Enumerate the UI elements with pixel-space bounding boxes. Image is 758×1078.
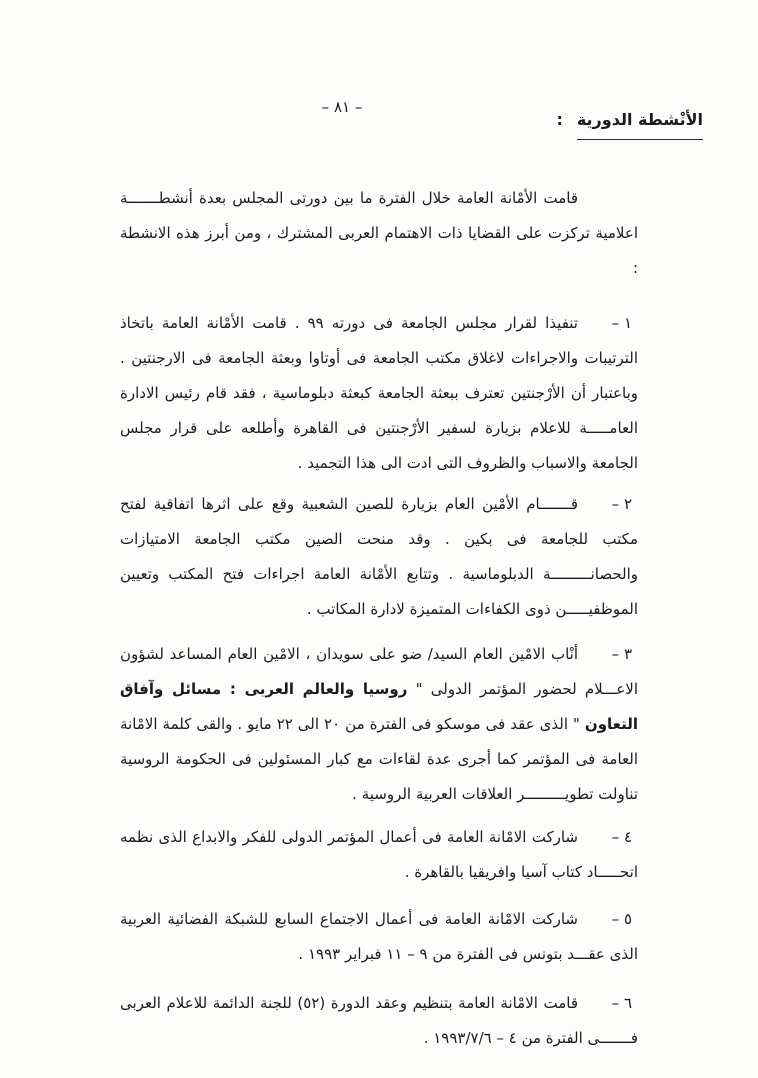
item-text: قـــــــام الأمْين العام بزيارة للصين الشعبية وقع على اثرها اتفاقية لفتح مكتب للجامعة فى بكين . وقد منحت الصين مكتب الجامعة الامتيازات والحصانـــــــــة الدبلوماسية . وتتابع الأمْانة العامة اجراءات فتح المكتب وتعيين الموظفيـــــن ذوى الكفاءات المتميزة لادارة المكاتب .: [120, 495, 638, 618]
item-number: ٤ –: [611, 828, 632, 846]
list-item: [120, 820, 638, 890]
item-text: [120, 637, 638, 812]
conference-title-bold: روسيا والعالم العربى : مسائل وآفاق التعاون: [120, 680, 639, 733]
item-text: قامت الامْانة العامة بتنظيم وعقد الدورة (٥٢) للجنة الدائمة للاعلام العربى فـــــــى الفترة من ٤ – ١٩٩٣/٧/٦ .: [120, 994, 638, 1047]
list-item: [120, 902, 638, 972]
list-item: [120, 306, 638, 481]
item-number: ٦ –: [611, 994, 632, 1012]
page-number: – ٨١ –: [321, 98, 363, 116]
item-text: شاركت الامْانة العامة فى أعمال الاجتماع السابع للشبكة الفضائية العربية الذى عقـــد بتونس فى الفترة من ٩ – ١١ فبراير ١٩٩٣ .: [120, 910, 638, 963]
list-item: [120, 986, 638, 1056]
item-number: ٣ –: [611, 645, 632, 663]
list-item: [120, 637, 638, 812]
section-heading: [556, 110, 703, 140]
list-item: [120, 487, 638, 627]
item-text-before: أنْاب الامْين العام السيد/ ضو على سويدان ، الامْين العام المساعد لشؤون الاعـــلام لحضور المؤتمر الدولى ": [120, 645, 638, 698]
item-text: شاركت الامْانة العامة فى أعمال المؤتمر الدولى للفكر والابداع الذى نظمه اتحـــــاد كتاب آسيا وافريقيا بالقاهرة .: [120, 828, 638, 881]
document-body: [120, 181, 638, 1064]
section-heading-title: الأنْشطة الدورية: [577, 110, 703, 140]
item-number: ١ –: [611, 314, 632, 332]
section-heading-colon: :: [556, 110, 563, 129]
item-text-after: " الذى عقد فى موسكو فى الفترة من ٢٠ الى ٢٢ مايو . والقى كلمة الامْانة العامة فى المؤتمر كما أجرى عدة لقاءات مع كبار المسئولين فى الحكومة الروسية تناولت تطويـــــــــر العلاقات العربية الروسية .: [120, 715, 638, 803]
item-number: ٥ –: [611, 910, 632, 928]
item-text: تنفيذا لقرار مجلس الجامعة فى دورته ٩٩ . قامت الأمْانة العامة باتخاذ الترتيبات والاجراءات لاغلاق مكتب الجامعة فى أوتاوا وبعثة الجامعة فى الارجنتين . وباعتبار أن الأرْجنتين تعترف ببعثة الجامعة كبعثة دبلوماسية ، فقد قام رئيس الادارة العامـــــة للاعلام بزيارة لسفير الأرْجنتين فى القاهرة وأطلعه على قرار مجلس الجامعة والاسباب والظروف التى ادت الى هذا التجميد .: [120, 314, 638, 472]
item-number: ٢ –: [611, 495, 632, 513]
intro-paragraph: قامت الأمْانة العامة خلال الفترة ما بين دورتى المجلس بعدة أنشطـــــــة اعلامية تركزت على القضايا ذات الاهتمام العربى المشترك ، ومن أبرز هذه الانشطة :: [120, 189, 638, 277]
